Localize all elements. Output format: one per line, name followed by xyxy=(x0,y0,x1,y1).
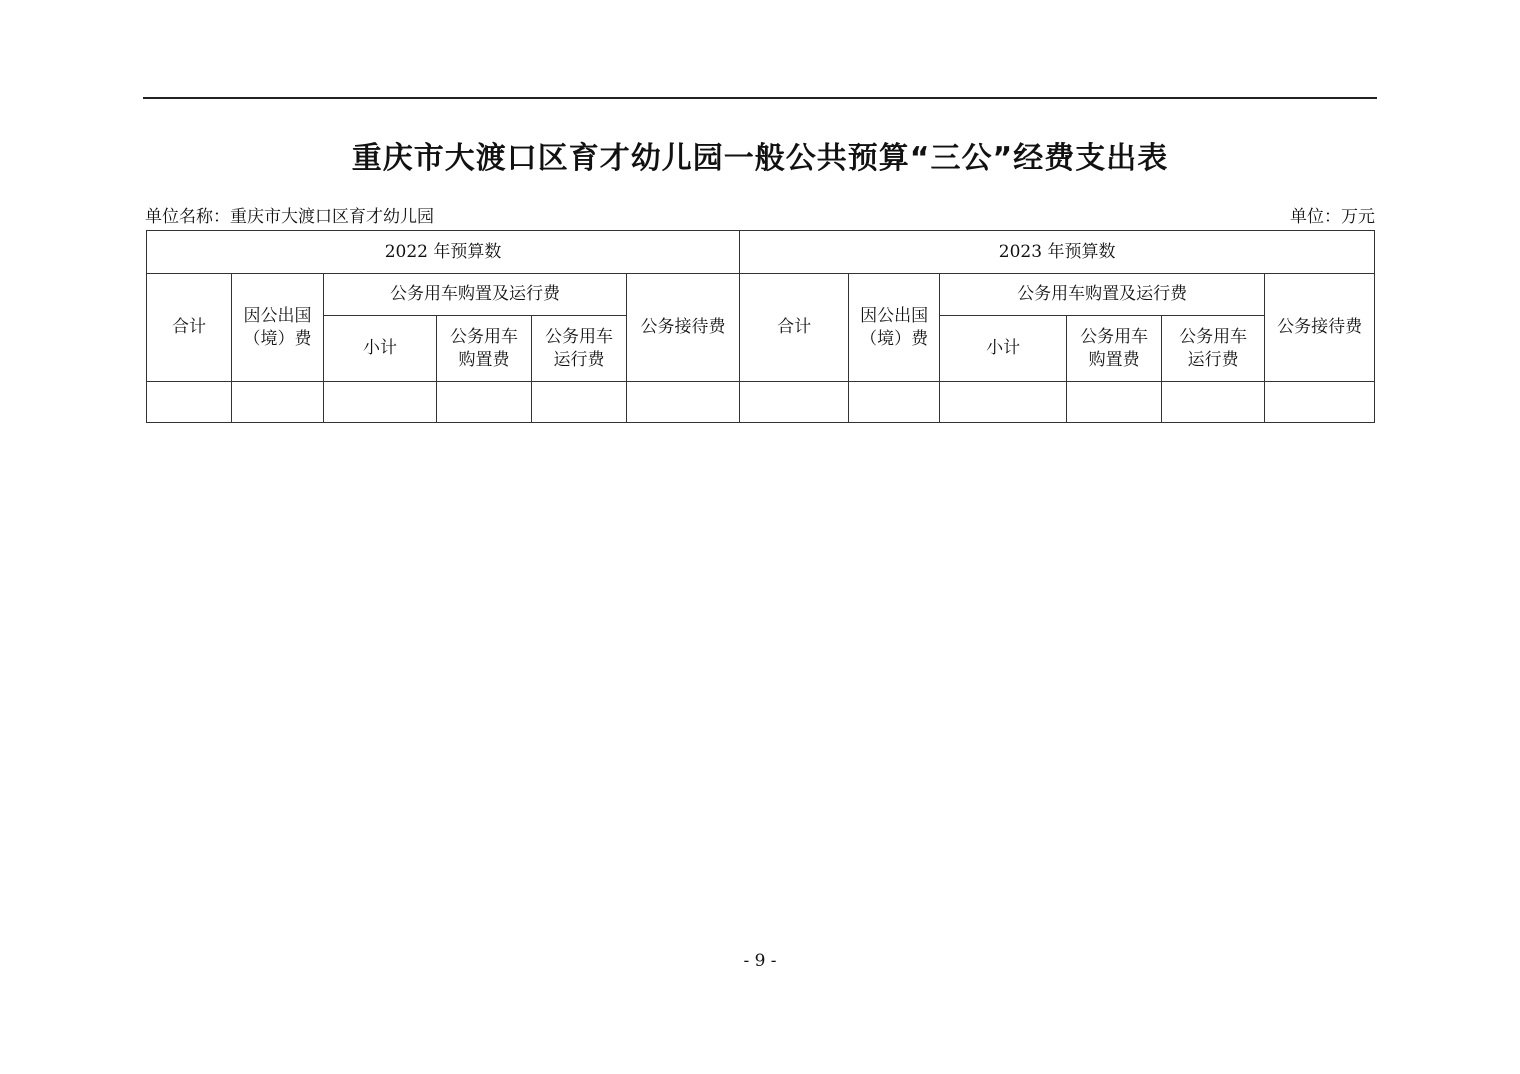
purchase-line-2: 购置费 xyxy=(1088,349,1140,370)
table-cell xyxy=(740,382,849,423)
vehicle-group-header-2022: 公务用车购置及运行费 xyxy=(324,274,627,316)
table-row xyxy=(147,382,1375,423)
year-header-row xyxy=(147,231,1375,274)
overseas-line-2: （境）费 xyxy=(860,328,929,349)
page-number: - 9 - xyxy=(743,951,777,971)
overseas-line-2: （境）费 xyxy=(243,328,312,349)
reception-header-2023: 公务接待费 xyxy=(1265,274,1375,382)
table-cell xyxy=(940,382,1067,423)
vehicle-purchase-header-2023 xyxy=(1067,316,1162,382)
overseas-header-2022 xyxy=(232,274,324,382)
total-header-2022: 合计 xyxy=(147,274,232,382)
table-cell xyxy=(627,382,740,423)
top-rule xyxy=(143,97,1377,99)
table-cell xyxy=(1067,382,1162,423)
operation-line-2: 运行费 xyxy=(553,349,605,370)
overseas-line-1: 因公出国 xyxy=(243,305,312,326)
header-row-1 xyxy=(147,274,1375,316)
overseas-header-2023 xyxy=(849,274,940,382)
vehicle-purchase-header-2022 xyxy=(437,316,532,382)
year-2023-header: 2023 年预算数 xyxy=(740,231,1375,274)
purchase-line-2: 购置费 xyxy=(458,349,510,370)
table-cell xyxy=(849,382,940,423)
operation-line-2: 运行费 xyxy=(1187,349,1239,370)
table-cell xyxy=(1162,382,1265,423)
page-title: 重庆市大渡口区育才幼儿园一般公共预算“三公”经费支出表 xyxy=(351,141,1169,176)
table-cell xyxy=(532,382,627,423)
table-cell xyxy=(232,382,324,423)
vehicle-line-1: 公务用车 xyxy=(1179,326,1248,347)
reception-header-2022: 公务接待费 xyxy=(627,274,740,382)
vehicle-group-header-2023: 公务用车购置及运行费 xyxy=(940,274,1265,316)
vehicle-operation-header-2023 xyxy=(1162,316,1265,382)
total-header-2023: 合计 xyxy=(740,274,849,382)
table-cell xyxy=(437,382,532,423)
budget-table xyxy=(146,230,1375,423)
table-cell xyxy=(324,382,437,423)
overseas-line-1: 因公出国 xyxy=(860,305,929,326)
vehicle-line-1: 公务用车 xyxy=(545,326,613,347)
subtotal-header-2023: 小计 xyxy=(940,316,1067,382)
unit-name: 单位名称：重庆市大渡口区育才幼儿园 xyxy=(145,207,434,227)
vehicle-operation-header-2022 xyxy=(532,316,627,382)
year-2022-header: 2022 年预算数 xyxy=(147,231,740,274)
unit-label: 单位：万元 xyxy=(1290,207,1375,227)
subtotal-header-2022: 小计 xyxy=(324,316,437,382)
table-cell xyxy=(147,382,232,423)
vehicle-line-1: 公务用车 xyxy=(450,326,518,347)
table-cell xyxy=(1265,382,1375,423)
vehicle-line-1: 公务用车 xyxy=(1080,326,1149,347)
